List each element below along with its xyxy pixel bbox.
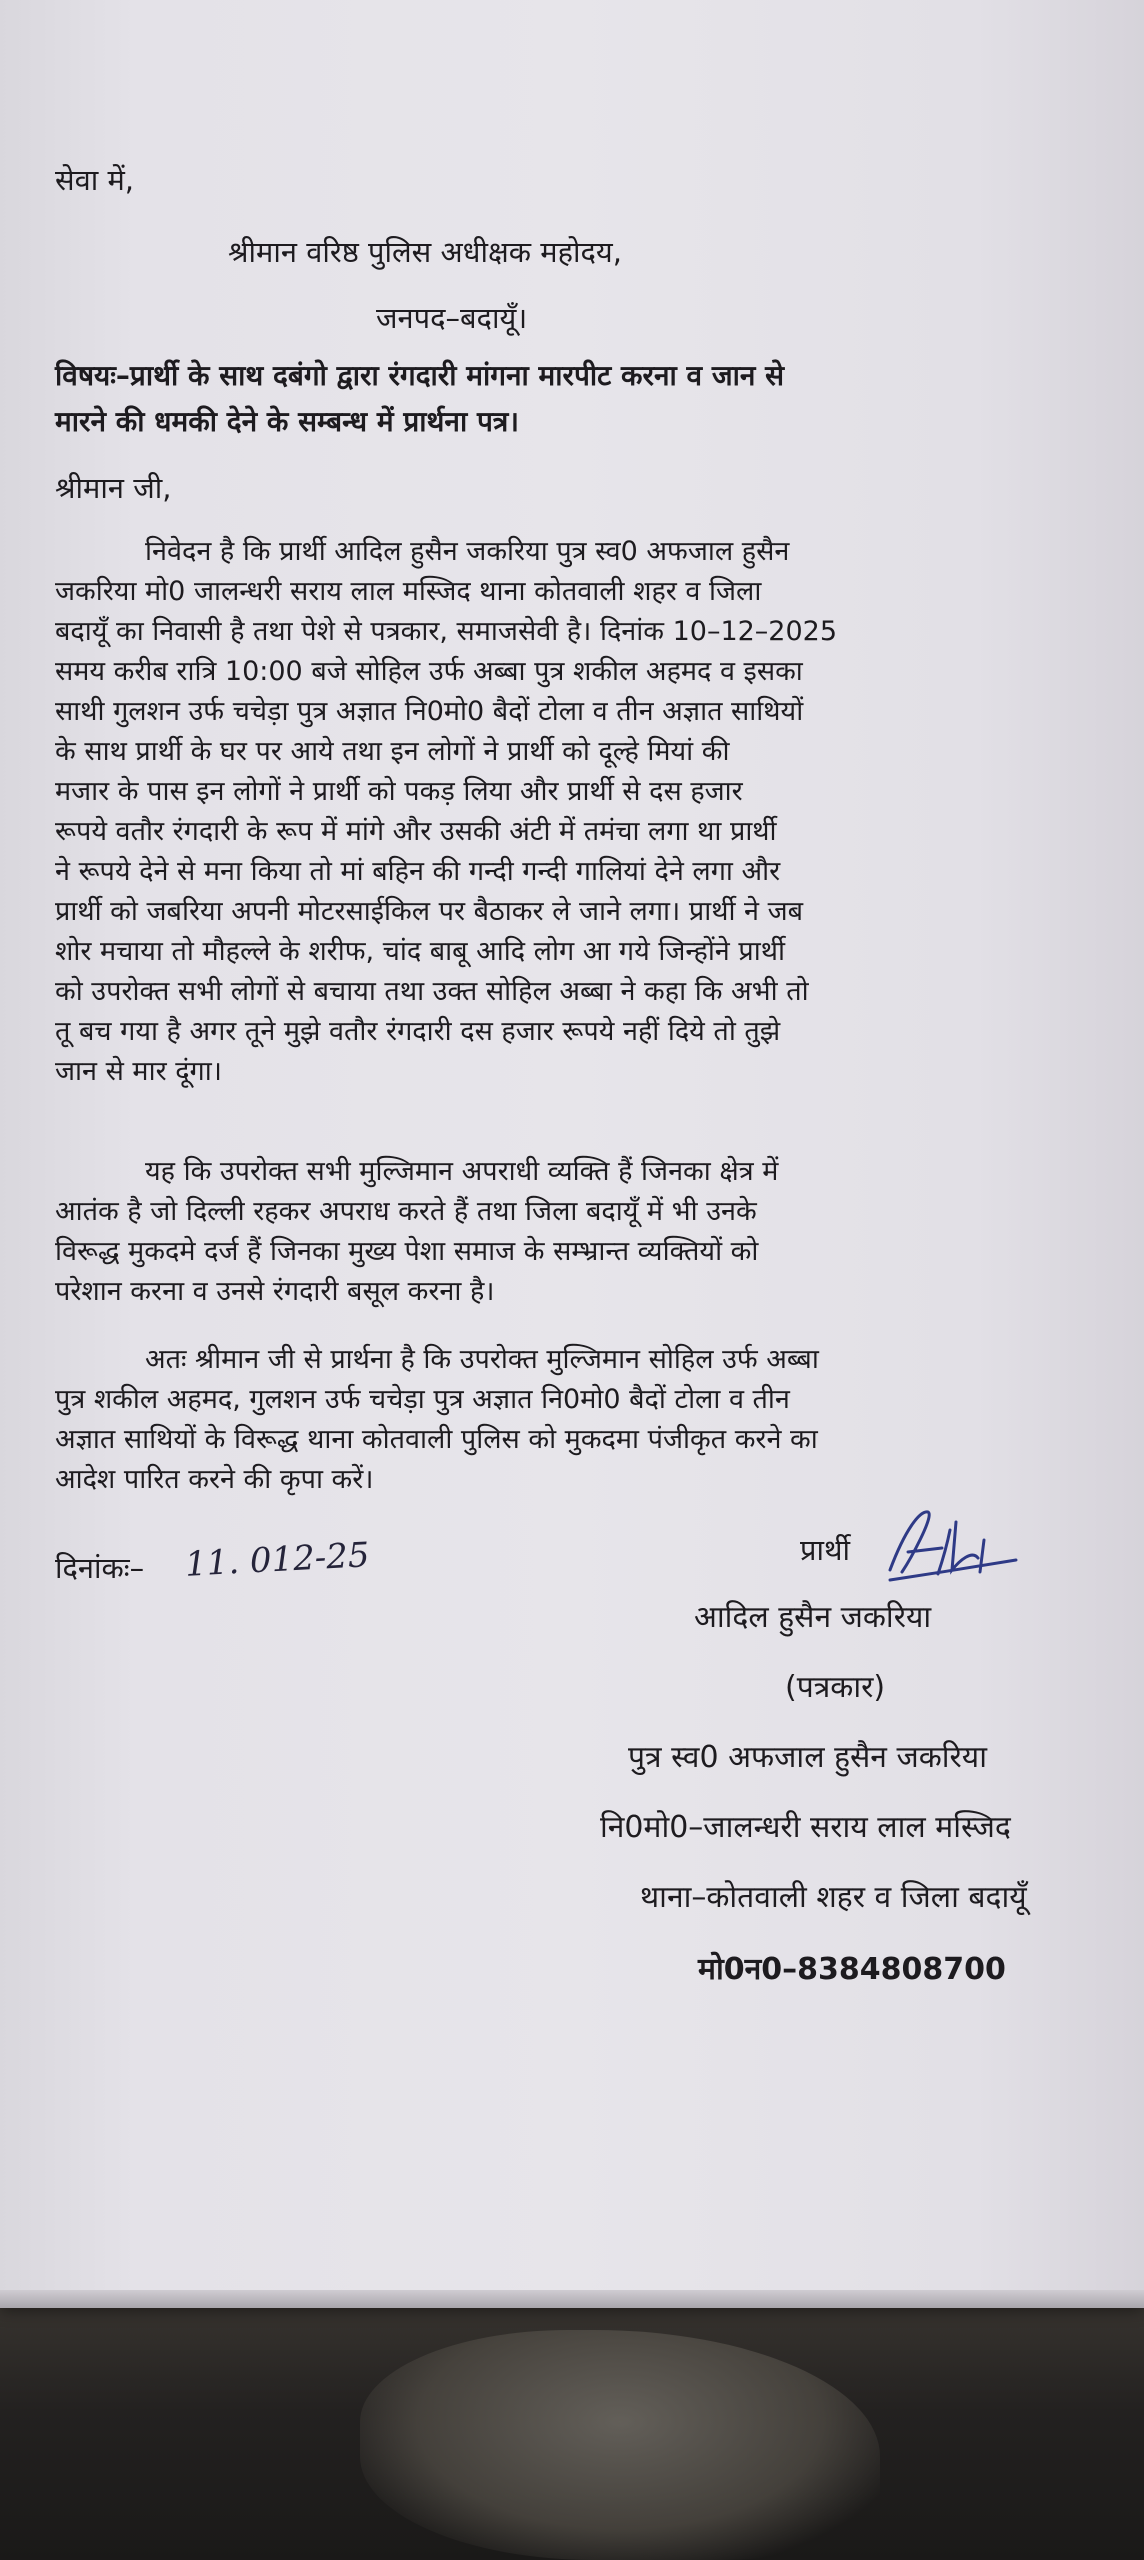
para1-line: मजार के पास इन लोगों ने प्रार्थी को पकड़ लिया और प्रार्थी से दस हजार <box>55 776 743 807</box>
addressee-line2: जनपद–बदायूँ। <box>376 301 528 335</box>
salutation-to: सेवा में, <box>55 163 135 197</box>
para2-line: विरूद्ध मुकदमे दर्ज हैं जिनका मुख्य पेशा समाज के सम्भ्रान्त व्यक्तियों को <box>55 1236 759 1267</box>
applicant-label: प्रार्थी <box>800 1533 851 1567</box>
addressee-line1: श्रीमान वरिष्ठ पुलिस अधीक्षक महोदय, <box>228 235 622 269</box>
applicant-name: आदिल हुसैन जकरिया <box>694 1600 932 1635</box>
applicant-address1: नि0मो0–जालन्धरी सराय लाल मस्जिद <box>600 1810 1011 1845</box>
para1-line: बदायूँ का निवासी है तथा पेशे से पत्रकार, समाजसेवी है। दिनांक 10–12–2025 <box>55 616 838 647</box>
greeting: श्रीमान जी, <box>55 471 172 505</box>
date-label: दिनांकः– <box>55 1551 145 1585</box>
date-handwritten: 11. 012-25 <box>184 1535 371 1585</box>
applicant-father: पुत्र स्व0 अफजाल हुसैन जकरिया <box>628 1740 987 1775</box>
para1-line: के साथ प्रार्थी के घर पर आये तथा इन लोगों ने प्रार्थी को दूल्हे मियां की <box>55 736 730 767</box>
applicant-profession: (पत्रकार) <box>785 1670 886 1705</box>
para3-line: अज्ञात साथियों के विरूद्ध थाना कोतवाली पुलिस को मुकदमा पंजीकृत करने का <box>55 1424 818 1455</box>
para2-line: परेशान करना व उनसे रंगदारी बसूल करना है। <box>55 1276 495 1307</box>
para1-line: निवेदन है कि प्रार्थी आदिल हुसैन जकरिया पुत्र स्व0 अफजाल हुसैन <box>145 536 790 567</box>
paragraph-1 <box>55 532 1085 1092</box>
paragraph-3 <box>55 1340 1085 1500</box>
para1-line: शोर मचाया तो मौहल्ले के शरीफ, चांद बाबू आदि लोग आ गये जिन्होंने प्रार्थी <box>55 936 785 967</box>
paper-bottom-edge <box>0 2290 1144 2308</box>
para1-line: जकरिया मो0 जालन्धरी सराय लाल मस्जिद थाना कोतवाली शहर व जिला <box>55 576 762 607</box>
subject-line1: विषयः–प्रार्थी के साथ दबंगो द्वारा रंगदारी मांगना मारपीट करना व जान से <box>55 359 785 392</box>
applicant-mobile: मो0न0–8384808700 <box>698 1952 1006 1987</box>
para1-line: ने रूपये देने से मना किया तो मां बहिन की गन्दी गन्दी गालियां देने लगा और <box>55 856 781 887</box>
para2-line: यह कि उपरोक्त सभी मुल्जिमान अपराधी व्यक्ति हैं जिनका क्षेत्र में <box>145 1156 779 1187</box>
para1-line: को उपरोक्त सभी लोगों से बचाया तथा उक्त सोहिल अब्बा ने कहा कि अभी तो <box>55 976 809 1007</box>
para1-line: तू बच गया है अगर तूने मुझे वतौर रंगदारी दस हजार रूपये नहीं दिये तो तुझे <box>55 1016 781 1047</box>
para2-line: आतंक है जो दिल्ली रहकर अपराध करते हैं तथा जिला बदायूँ में भी उनके <box>55 1196 757 1227</box>
para1-line: प्रार्थी को जबरिया अपनी मोटरसाईकिल पर बैठाकर ले जाने लगा। प्रार्थी ने जब <box>55 896 804 927</box>
paragraph-2 <box>55 1152 1085 1312</box>
para1-line: समय करीब रात्रि 10:00 बजे सोहिल उर्फ अब्बा पुत्र शकील अहमद व इसका <box>55 656 803 687</box>
para3-line: आदेश पारित करने की कृपा करें। <box>55 1464 374 1495</box>
para3-line: अतः श्रीमान जी से प्रार्थना है कि उपरोक्त मुल्जिमान सोहिल उर्फ अब्बा <box>145 1344 819 1375</box>
para1-line: जान से मार दूंगा। <box>55 1056 222 1087</box>
signature-mark <box>880 1500 1020 1590</box>
para1-line: रूपये वतौर रंगदारी के रूप में मांगे और उसकी अंटी में तमंचा लगा था प्रार्थी <box>55 816 777 847</box>
applicant-address2: थाना–कोतवाली शहर व जिला बदायूँ <box>640 1880 1027 1915</box>
subject-line2: मारने की धमकी देने के सम्बन्ध में प्रार्थना पत्र। <box>55 405 519 438</box>
para3-line: पुत्र शकील अहमद, गुलशन उर्फ चचेड़ा पुत्र अज्ञात नि0मो0 बैदों टोला व तीन <box>55 1384 790 1415</box>
para1-line: साथी गुलशन उर्फ चचेड़ा पुत्र अज्ञात नि0मो0 बैदों टोला व तीन अज्ञात साथियों <box>55 696 804 727</box>
